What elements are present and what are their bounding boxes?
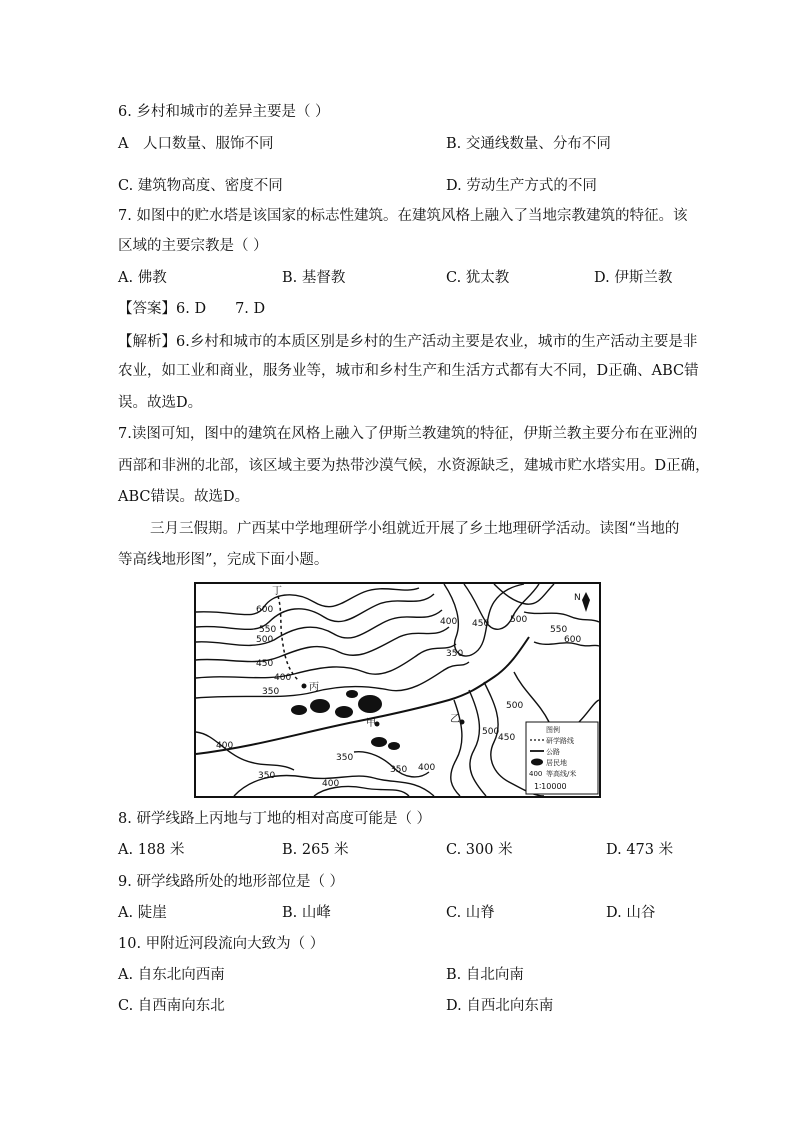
legend-title: 图例 — [546, 726, 560, 734]
legend-settlement: 居民地 — [546, 759, 567, 767]
q7-option-a[interactable]: A. 佛教 — [118, 270, 167, 286]
place-yi: 乙 — [450, 714, 460, 725]
place-jia: 甲 — [366, 718, 376, 729]
q9-option-c[interactable]: C. 山脊 — [446, 905, 495, 921]
q10-stem: 10. 甲附近河段流向大致为（ ） — [118, 936, 325, 952]
q6-option-a[interactable]: A 人口数量、服饰不同 — [118, 136, 274, 152]
q6-option-c[interactable]: C. 建筑物高度、密度不同 — [118, 178, 283, 194]
contour-label: 350 — [446, 649, 464, 659]
legend-road: 公路 — [546, 748, 560, 756]
q10-option-c[interactable]: C. 自西南向东北 — [118, 998, 225, 1014]
q8-option-d[interactable]: D. 473 米 — [606, 842, 674, 858]
contour-label: 400 — [418, 763, 436, 773]
contour-label: 550 — [550, 625, 568, 635]
legend-route: 研学路线 — [546, 737, 574, 745]
analysis-line4: 7.读图可知，图中的建筑在风格上融入了伊斯兰教建筑的特征，伊斯兰教主要分布在亚洲的 — [118, 426, 698, 442]
q7-option-c[interactable]: C. 犹太教 — [446, 270, 510, 286]
q7-option-d[interactable]: D. 伊斯兰教 — [594, 270, 673, 286]
contour-label: 350 — [390, 765, 408, 775]
q10-option-b[interactable]: B. 自北向南 — [446, 967, 524, 983]
q9-stem: 9. 研学线路所处的地形部位是（ ） — [118, 874, 345, 890]
contour-label: 500 — [510, 615, 528, 625]
q8-option-b[interactable]: B. 265 米 — [282, 842, 349, 858]
contour-label: 400 — [274, 673, 292, 683]
q8-option-a[interactable]: A. 188 米 — [118, 842, 185, 858]
contour-map — [194, 582, 601, 798]
q9-option-a[interactable]: A. 陡崖 — [118, 905, 167, 921]
contour-label: 350 — [258, 771, 276, 781]
svg-text:N: N — [574, 593, 581, 603]
contour-label: 450 — [498, 733, 516, 743]
q7-stem-line2: 区域的主要宗教是（ ） — [118, 238, 268, 254]
contour-label: 350 — [336, 753, 354, 763]
q9-option-d[interactable]: D. 山谷 — [606, 905, 656, 921]
contour-label: 400 — [216, 741, 234, 751]
intro-line2: 等高线地形图”，完成下面小题。 — [118, 552, 329, 568]
q9-option-b[interactable]: B. 山峰 — [282, 905, 331, 921]
answer-line: 【答案】6. D 7. D — [118, 301, 266, 317]
contour-label: 450 — [472, 619, 490, 629]
contour-label: 500 — [256, 635, 274, 645]
legend-contour-value: 400 — [529, 770, 543, 778]
contour-label: 350 — [262, 687, 280, 697]
place-bing: 丙 — [309, 682, 319, 693]
q6-option-d[interactable]: D. 劳动生产方式的不同 — [446, 178, 597, 194]
q6-stem: 6. 乡村和城市的差异主要是（ ） — [118, 104, 330, 120]
analysis-line3: 误。故选D。 — [118, 395, 203, 411]
map-legend — [526, 722, 598, 794]
analysis-line2: 农业，如工业和商业，服务业等，城市和乡村生产和生活方式都有大不同，D正确、ABC错 — [118, 363, 699, 379]
place-ding: 丁 — [272, 586, 282, 597]
contour-label: 550 — [259, 625, 277, 635]
q7-stem-line1: 7. 如图中的贮水塔是该国家的标志性建筑。在建筑风格上融入了当地宗教建筑的特征。该 — [118, 208, 688, 224]
contour-label: 400 — [440, 617, 458, 627]
q7-option-b[interactable]: B. 基督教 — [282, 270, 346, 286]
legend-scale: 1∶10000 — [534, 782, 567, 791]
analysis-line6: ABC错误。故选D。 — [118, 489, 250, 505]
analysis-line5: 西部和非洲的北部，该区域主要为热带沙漠气候，水资源缺乏，建城市贮水塔实用。D正确， — [118, 458, 710, 474]
analysis-line1: 【解析】6.乡村和城市的本质区别是乡村的生产活动主要是农业，城市的生产活动主要是非 — [118, 334, 698, 350]
contour-label: 450 — [256, 659, 274, 669]
legend-contour: 等高线/米 — [546, 770, 577, 778]
q6-option-b[interactable]: B. 交通线数量、分布不同 — [446, 136, 611, 152]
q8-option-c[interactable]: C. 300 米 — [446, 842, 513, 858]
q10-option-a[interactable]: A. 自东北向西南 — [118, 967, 225, 983]
intro-line1: 三月三假期。广西某中学地理研学小组就近开展了乡土地理研学活动。读图“当地的 — [150, 521, 680, 537]
contour-label: 500 — [506, 701, 524, 711]
q8-stem: 8. 研学线路上丙地与丁地的相对高度可能是（ ） — [118, 811, 432, 827]
contour-label: 600 — [564, 635, 582, 645]
contour-label: 400 — [322, 779, 340, 789]
contour-label: 600 — [256, 605, 274, 615]
q10-option-d[interactable]: D. 自西北向东南 — [446, 998, 554, 1014]
contour-label: 500 — [482, 727, 500, 737]
